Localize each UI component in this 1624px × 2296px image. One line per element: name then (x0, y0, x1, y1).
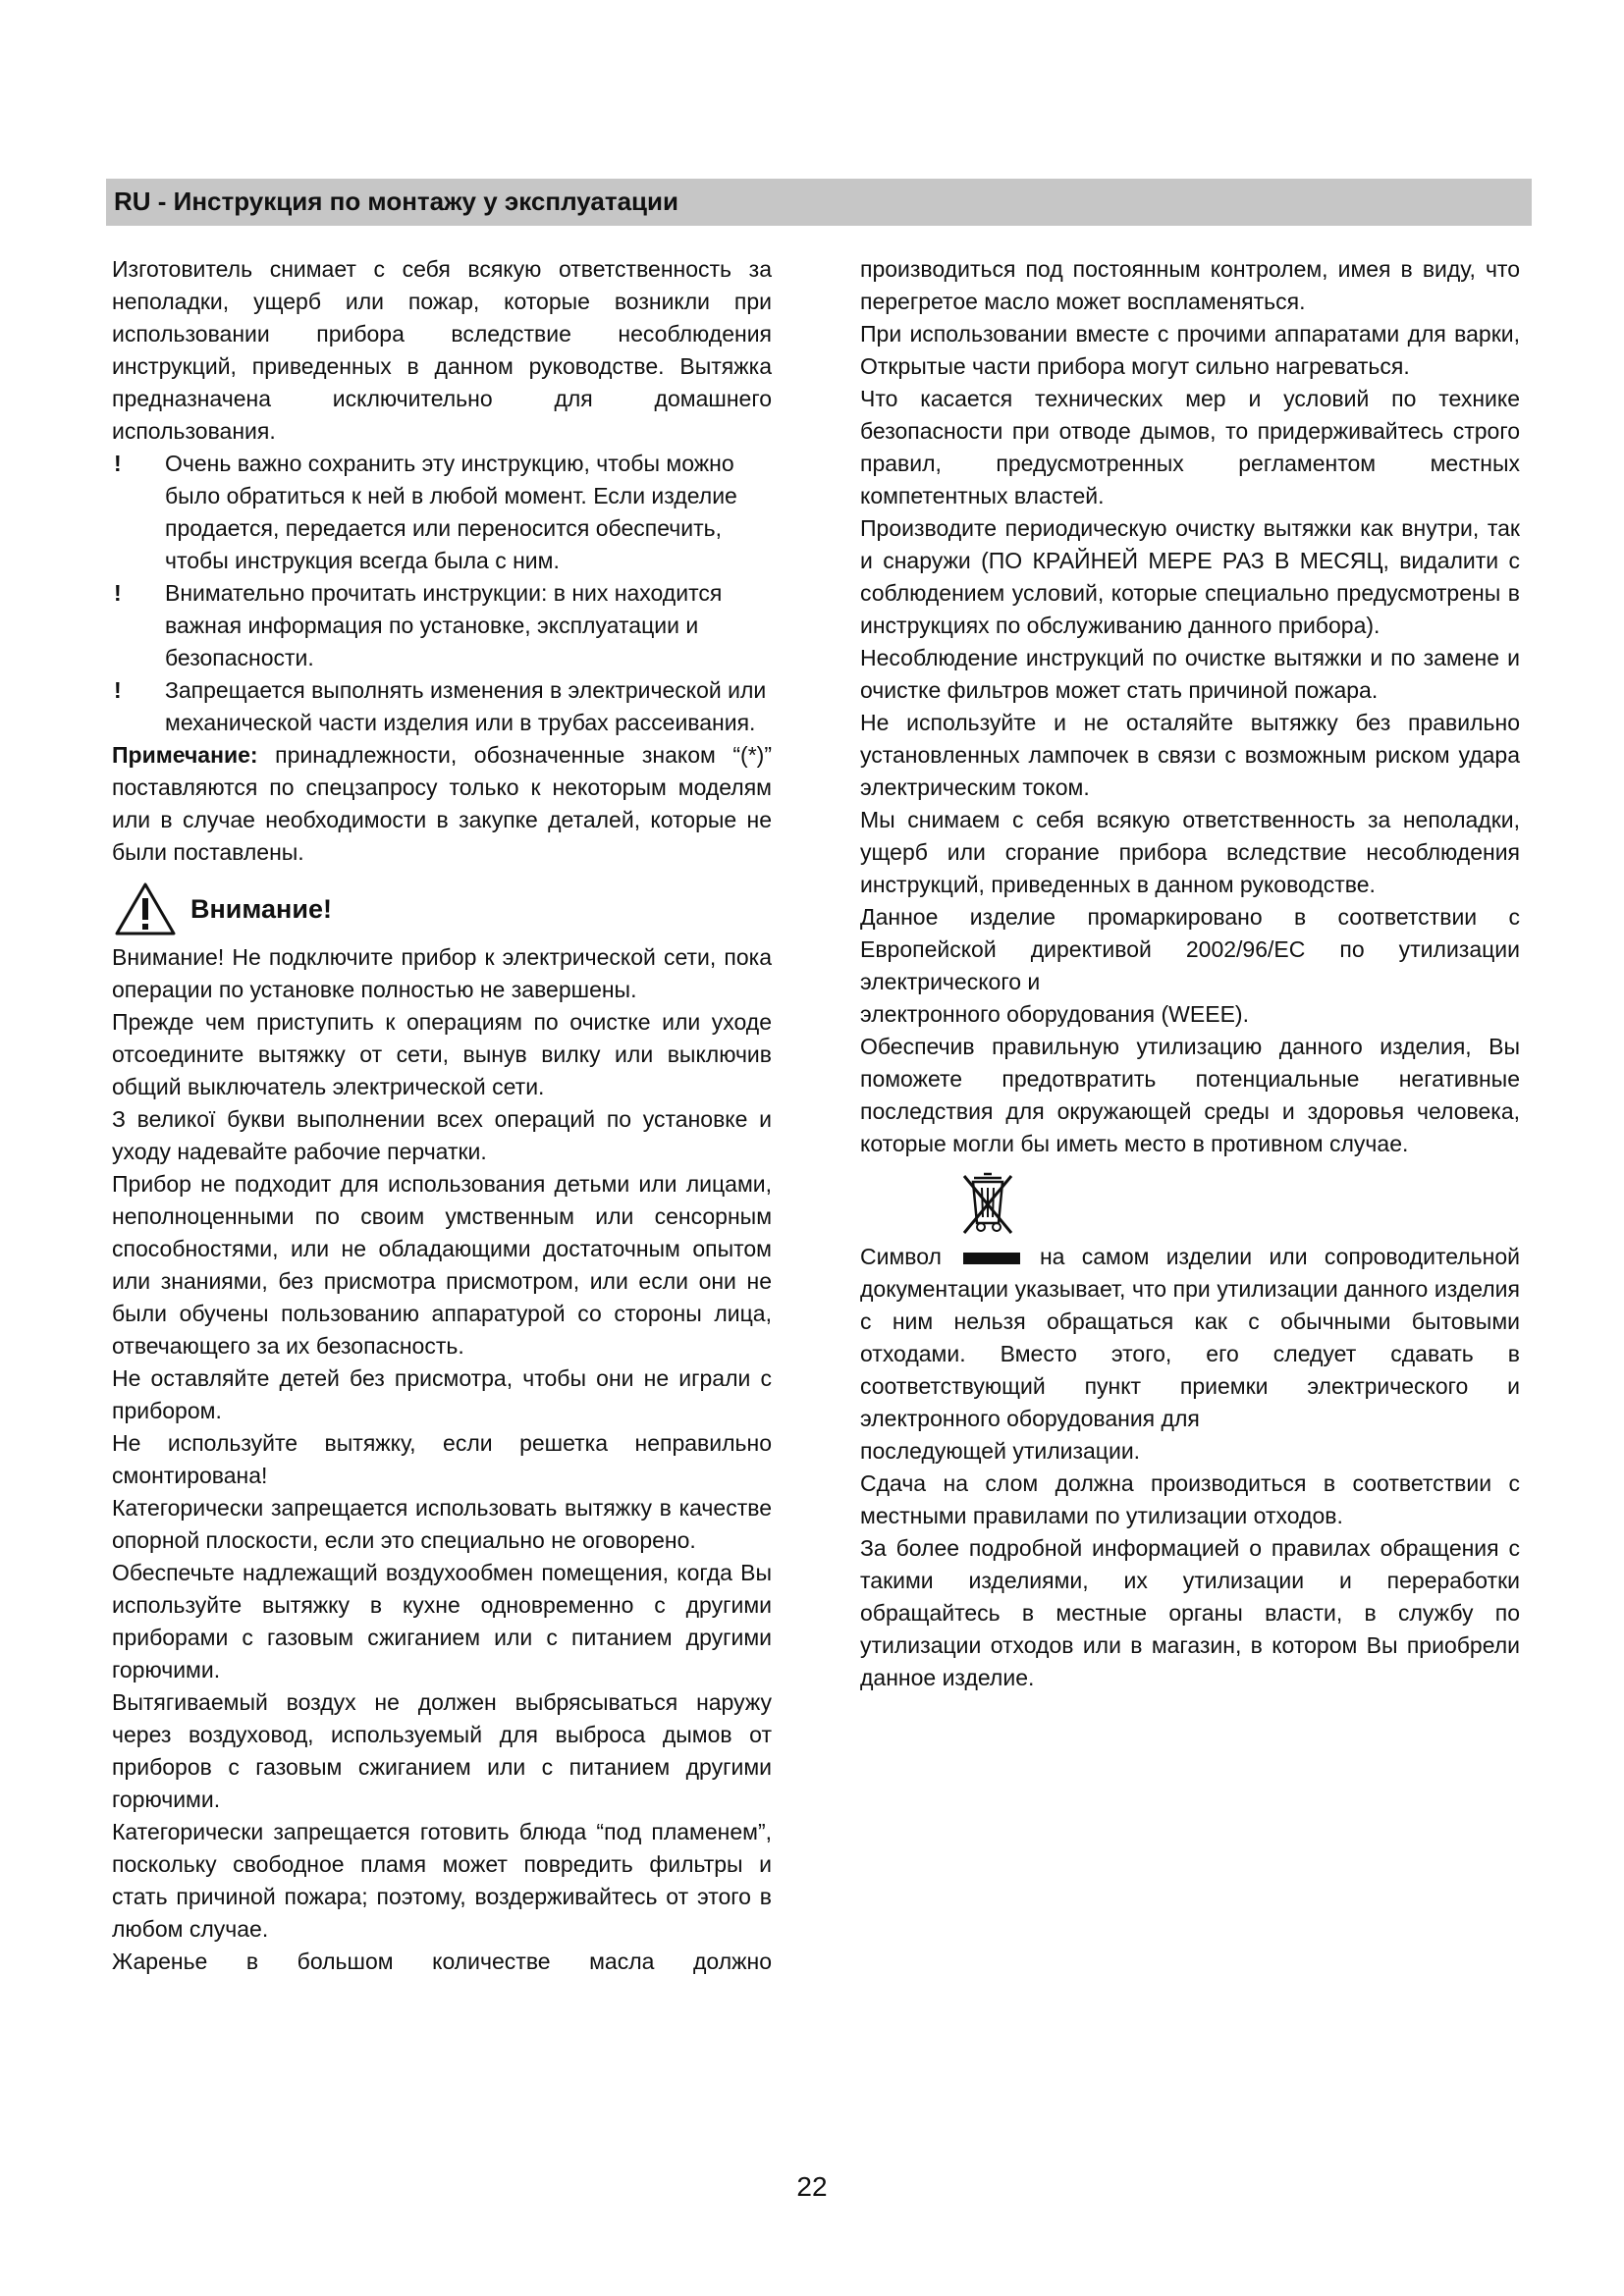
body-paragraph: За более подробной информацией о правилах обращения с такими изделиями, их утилизации и переработки обращайтесь в местные органы власти, в службу по утилизации отходов или в магазин, в котором Вы приобрели данное изделие. (860, 1535, 1520, 1690)
bullet-mark: ! (114, 580, 122, 606)
intro-paragraph: Изготовитель снимает с себя всякую ответственность за неполадки, ущерб или пожар, которые возникли при использовании прибора вследствие несоблюдения инструкций, приведенных в данном руководстве. Вытяжка предназначена исключительно для домашнего использования. (112, 256, 772, 444)
bullet-item (112, 674, 772, 739)
body-paragraph: Вытягиваемый воздух не должен выбрясываться наружу через воздуховод, используемый для выброса дымов от приборов с газовым сжиганием или с питанием другими горючими. (112, 1689, 772, 1812)
body-paragraph: З великої букви выполнении всех операций по установке и уходу надевайте рабочие перчатки. (112, 1106, 772, 1164)
page-number: 22 (796, 2171, 828, 2202)
symbol-paragraph (860, 1241, 1520, 1435)
bullet-text: Запрещается выполнять изменения в электрической или механической части изделия или в трубах рассеивания. (165, 677, 767, 735)
section-header-bar (106, 179, 1532, 226)
body-paragraph: Прибор не подходит для использования детьми или лицами, неполноценными по своим умственным или сенсорным способностями, или не обладающими достаточным опытом или знаниями, без присмотра присмотром, или если они не были обучены пользованию аппаратурой со стороны лица, отвечающего за их безопасность. (112, 1171, 772, 1359)
body-paragraph: Категорически запрещается готовить блюда “под пламенем”, поскольку свободное пламя может повредить фильтры и стать причиной пожара; поэтому, воздерживайтесь от этого в любом случае. (112, 1819, 772, 1942)
body-paragraph: Что касается технических мер и условий по технике безопасности при отводе дымов, то придерживайтесь строго правил, предусмотренных регламентом местных компетентных властей. (860, 386, 1520, 508)
black-bar-symbol-icon (963, 1253, 1020, 1264)
body-paragraph: Не используйте вытяжку, если решетка неправильно смонтирована! (112, 1430, 772, 1488)
body-paragraph: Прежде чем приступить к операциям по очистке или уходе отсоедините вытяжку от сети, вынув вилку или выключив общий выключатель электрической сети. (112, 1009, 772, 1099)
note-paragraph (112, 739, 772, 869)
body-paragraph: последующей утилизации. (860, 1438, 1141, 1464)
body-paragraph: Данное изделие промаркировано в соответствии с Европейской директивой 2002/96/ЕС по утилизации электрического и (860, 904, 1520, 994)
body-paragraph: Не используйте и не осталяйте вытяжку без правильно установленных лампочек в связи с возможным риском удара электрическим током. (860, 710, 1520, 800)
body-paragraph: электронного оборудования (WEEE). (860, 1001, 1249, 1027)
bullet-item (112, 577, 772, 674)
left-column (112, 253, 772, 1978)
body-paragraph: Внимание! Не подключите прибор к электрической сети, пока операции по установке полностью не завершены. (112, 944, 772, 1002)
body-paragraph: Сдача на слом должна производиться в соответствии с местными правилами по утилизации отходов. (860, 1470, 1520, 1528)
body-paragraph: Не оставляйте детей без присмотра, чтобы они не играли с прибором. (112, 1365, 772, 1423)
symbol-text: на самом изделии или сопроводительной документации указывает, что при утилизации данного изделия с ним нельзя обращаться как с обычными бытовыми отходами. Вместо этого, его следует сдавать в соответствующий пункт приемки электрического и электронного оборудования для (860, 1244, 1520, 1431)
warning-triangle-icon (114, 881, 177, 936)
body-paragraph: Жаренье в большом количестве масла должно (112, 1949, 772, 1974)
right-column (860, 253, 1520, 1694)
bullet-text: Очень важно сохранить эту инструкцию, чтобы можно было обратиться к ней в любой момент. Если изделие продается, передается или переносится обеспечить, чтобы инструкция всегда была с ним. (165, 451, 737, 573)
bullet-mark: ! (114, 677, 122, 703)
body-paragraph: Обеспечьте надлежащий воздухообмен помещения, когда Вы используйте вытяжку в кухне одновременно с другими приборами с газовым сжиганием или с питанием другими горючими. (112, 1560, 772, 1682)
symbol-label: Символ (860, 1244, 942, 1269)
note-text: принадлежности, обозначенные знаком “(*)” поставляются по спецзапросу только к некоторым моделям или в случае необходимости в закупке деталей, которые не были поставлены. (112, 742, 772, 865)
crossed-bin-icon (960, 1172, 1015, 1237)
bullet-mark: ! (114, 451, 122, 476)
note-label: Примечание: (112, 742, 258, 768)
bullet-text: Внимательно прочитать инструкции: в них находится важная информация по установке, эксплуатации и безопасности. (165, 580, 723, 670)
warning-title: Внимание! (190, 893, 332, 924)
body-paragraph: производиться под постоянным контролем, имея в виду, что перегретое масло может воспламеняться. (860, 256, 1520, 314)
bullet-item (112, 448, 772, 577)
body-paragraph: Мы снимаем с себя всякую ответственность за неполадки, ущерб или сгорание прибора вследствие несоблюдения инструкций, приведенных в данном руководстве. (860, 807, 1520, 897)
section-title: RU - Инструкция по монтажу у эксплуатации (114, 187, 678, 216)
warning-heading (112, 877, 772, 941)
body-paragraph: Категорически запрещается использовать вытяжку в качестве опорной плоскости, если это специально не оговорено. (112, 1495, 772, 1553)
body-paragraph: При использовании вместе с прочими аппаратами для варки, Открытые части прибора могут сильно нагреваться. (860, 321, 1520, 379)
body-paragraph: Производите периодическую очистку вытяжки как внутри, так и снаружи (ПО КРАЙНЕЙ МЕРЕ РАЗ В МЕСЯЦ, видалити с соблюдением условий, которые специально предусмотрены в инструкциях по обслуживанию данного прибора). (860, 515, 1520, 638)
body-paragraph: Обеспечив правильную утилизацию данного изделия, Вы поможете предотвратить потенциальные негативные последствия для окружающей среды и здоровья человека, которые могли бы иметь место в противном случае. (860, 1034, 1520, 1156)
body-paragraph: Несоблюдение инструкций по очистке вытяжки и по замене и очистке фильтров может стать причиной пожара. (860, 645, 1520, 703)
